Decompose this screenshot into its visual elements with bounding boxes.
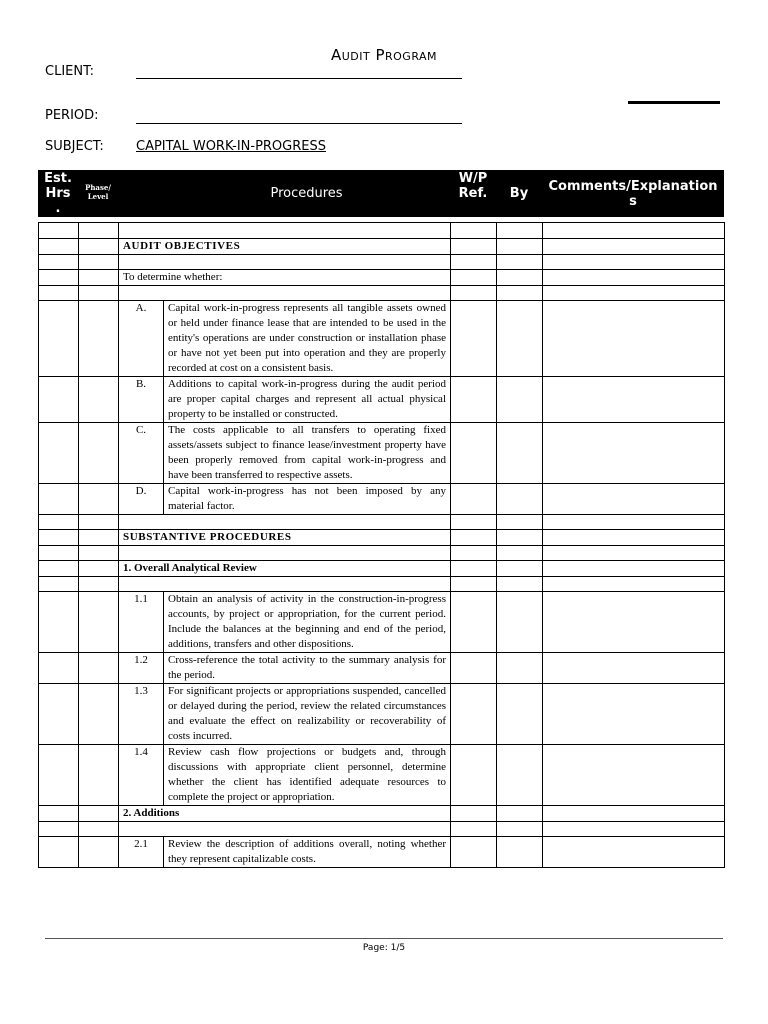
table-row	[39, 745, 725, 806]
wp-ref-cell[interactable]	[451, 255, 497, 270]
procedure-text: Additions to capital work-in-progress during the audit period are proper capital charges and represent all actual physical property to be installed or constructed.	[164, 377, 451, 423]
by-cell[interactable]	[497, 806, 543, 822]
col-phase-level: Phase/ Level	[85, 183, 111, 201]
wp-ref-cell[interactable]	[451, 745, 497, 806]
table-row	[39, 561, 725, 577]
item-number: C.	[119, 423, 164, 484]
est-hrs-cell[interactable]	[39, 745, 79, 806]
table-row	[39, 684, 725, 745]
item-number: 1.1	[119, 592, 164, 653]
phase-level-cell[interactable]	[79, 577, 119, 592]
phase-level-cell[interactable]	[79, 270, 119, 286]
est-hrs-cell[interactable]	[39, 255, 79, 270]
col-comments: Comments/Explanation s	[548, 179, 718, 209]
est-hrs-cell[interactable]	[39, 423, 79, 484]
table-row	[39, 822, 725, 837]
phase-level-cell[interactable]	[79, 223, 119, 239]
decorative-rule	[628, 101, 720, 104]
procedure-text: Capital work-in-progress has not been imposed by any material factor.	[164, 484, 451, 515]
section-heading: AUDIT OBJECTIVES	[119, 239, 451, 255]
column-header-bar	[38, 170, 724, 217]
by-cell[interactable]	[497, 546, 543, 561]
phase-level-cell[interactable]	[79, 377, 119, 423]
phase-level-cell[interactable]	[79, 301, 119, 377]
comments-cell[interactable]	[543, 255, 725, 270]
by-cell[interactable]	[497, 653, 543, 684]
procedure-text: The costs applicable to all transfers to operating fixed assets/assets subject to finance lease/investment property have been properly removed from capital work-in-progress and have been transferred to respective assets.	[164, 423, 451, 484]
item-number: B.	[119, 377, 164, 423]
wp-ref-cell[interactable]	[451, 822, 497, 837]
table-row	[39, 530, 725, 546]
est-hrs-cell[interactable]	[39, 546, 79, 561]
wp-ref-cell[interactable]	[451, 546, 497, 561]
est-hrs-cell[interactable]	[39, 561, 79, 577]
wp-ref-cell[interactable]	[451, 577, 497, 592]
wp-ref-cell[interactable]	[451, 423, 497, 484]
wp-ref-cell[interactable]	[451, 286, 497, 301]
client-field-line[interactable]	[136, 78, 462, 79]
col-wp-ref: W/P Ref.	[458, 171, 488, 201]
col-by: By	[509, 186, 529, 201]
audit-procedures-table	[38, 222, 725, 868]
est-hrs-cell[interactable]	[39, 286, 79, 301]
procedure-text: Obtain an analysis of activity in the construction-in-progress accounts, by project or appropriation, for the current period. Include the balances at the beginning and end of the period, additions, transfers and other dispositions.	[164, 592, 451, 653]
procedure-cell	[119, 546, 451, 561]
procedure-cell	[119, 255, 451, 270]
wp-ref-cell[interactable]	[451, 377, 497, 423]
table-row	[39, 653, 725, 684]
comments-cell[interactable]	[543, 806, 725, 822]
est-hrs-cell[interactable]	[39, 270, 79, 286]
item-number: 1.2	[119, 653, 164, 684]
phase-level-cell[interactable]	[79, 484, 119, 515]
comments-cell[interactable]	[543, 223, 725, 239]
procedure-cell	[119, 515, 451, 530]
client-label: CLIENT:	[45, 64, 94, 79]
procedure-text: Capital work-in-progress represents all tangible assets owned or held under finance lease that are intended to be used in the entity's operations are under construction or installation phase or have not yet been put into operation and they are properly recorded at cost on a consistent basis.	[164, 301, 451, 377]
phase-level-cell[interactable]	[79, 653, 119, 684]
est-hrs-cell[interactable]	[39, 592, 79, 653]
by-cell[interactable]	[497, 577, 543, 592]
procedure-cell	[119, 286, 451, 301]
table-row	[39, 592, 725, 653]
item-number: 1.4	[119, 745, 164, 806]
phase-level-cell[interactable]	[79, 515, 119, 530]
subject-value: CAPITAL WORK-IN-PROGRESS	[136, 139, 326, 154]
by-cell[interactable]	[497, 561, 543, 577]
wp-ref-cell[interactable]	[451, 270, 497, 286]
comments-cell[interactable]	[543, 239, 725, 255]
by-cell[interactable]	[497, 255, 543, 270]
by-cell[interactable]	[497, 377, 543, 423]
table-row	[39, 515, 725, 530]
est-hrs-cell[interactable]	[39, 822, 79, 837]
table-row	[39, 806, 725, 822]
procedure-cell	[119, 577, 451, 592]
est-hrs-cell[interactable]	[39, 377, 79, 423]
est-hrs-cell[interactable]	[39, 806, 79, 822]
item-number: 2.1	[119, 837, 164, 868]
subject-label: SUBJECT:	[45, 139, 104, 154]
comments-cell[interactable]	[543, 530, 725, 546]
comments-cell[interactable]	[543, 286, 725, 301]
procedure-text: For significant projects or appropriations suspended, cancelled or delayed during the period, review the related circumstances and evaluate the effect on realizability or recoverability of costs incurred.	[164, 684, 451, 745]
phase-level-cell[interactable]	[79, 239, 119, 255]
wp-ref-cell[interactable]	[451, 515, 497, 530]
est-hrs-cell[interactable]	[39, 684, 79, 745]
comments-cell[interactable]	[543, 577, 725, 592]
est-hrs-cell[interactable]	[39, 837, 79, 868]
phase-level-cell[interactable]	[79, 822, 119, 837]
comments-cell[interactable]	[543, 684, 725, 745]
item-number: A.	[119, 301, 164, 377]
phase-level-cell[interactable]	[79, 684, 119, 745]
by-cell[interactable]	[497, 270, 543, 286]
table-row	[39, 546, 725, 561]
wp-ref-cell[interactable]	[451, 837, 497, 868]
table-row	[39, 255, 725, 270]
phase-level-cell[interactable]	[79, 423, 119, 484]
table-row	[39, 286, 725, 301]
col-est-hrs: Est. Hrs .	[44, 171, 72, 216]
wp-ref-cell[interactable]	[451, 592, 497, 653]
comments-cell[interactable]	[543, 484, 725, 515]
est-hrs-cell[interactable]	[39, 484, 79, 515]
by-cell[interactable]	[497, 301, 543, 377]
wp-ref-cell[interactable]	[451, 223, 497, 239]
phase-level-cell[interactable]	[79, 530, 119, 546]
page-number: Page: 1/5	[362, 943, 406, 953]
by-cell[interactable]	[497, 837, 543, 868]
phase-level-cell[interactable]	[79, 806, 119, 822]
phase-level-cell[interactable]	[79, 546, 119, 561]
comments-cell[interactable]	[543, 653, 725, 684]
section-heading: SUBSTANTIVE PROCEDURES	[119, 530, 451, 546]
table-row	[39, 301, 725, 377]
period-field-line[interactable]	[136, 123, 462, 124]
wp-ref-cell[interactable]	[451, 806, 497, 822]
col-procedures: Procedures	[270, 186, 343, 201]
comments-cell[interactable]	[543, 377, 725, 423]
by-cell[interactable]	[497, 592, 543, 653]
est-hrs-cell[interactable]	[39, 530, 79, 546]
est-hrs-cell[interactable]	[39, 301, 79, 377]
comments-cell[interactable]	[543, 301, 725, 377]
comments-cell[interactable]	[543, 423, 725, 484]
by-cell[interactable]	[497, 684, 543, 745]
table-row	[39, 223, 725, 239]
est-hrs-cell[interactable]	[39, 577, 79, 592]
procedure-text: Review the description of additions overall, noting whether they represent capitalizable costs.	[164, 837, 451, 868]
wp-ref-cell[interactable]	[451, 239, 497, 255]
footer-rule	[45, 938, 723, 939]
by-cell[interactable]	[497, 423, 543, 484]
by-cell[interactable]	[497, 286, 543, 301]
comments-cell[interactable]	[543, 270, 725, 286]
comments-cell[interactable]	[543, 546, 725, 561]
procedure-text: To determine whether:	[119, 270, 451, 286]
by-cell[interactable]	[497, 745, 543, 806]
by-cell[interactable]	[497, 239, 543, 255]
by-cell[interactable]	[497, 223, 543, 239]
phase-level-cell[interactable]	[79, 745, 119, 806]
table-row	[39, 837, 725, 868]
table-row	[39, 377, 725, 423]
phase-level-cell[interactable]	[79, 286, 119, 301]
wp-ref-cell[interactable]	[451, 301, 497, 377]
wp-ref-cell[interactable]	[451, 561, 497, 577]
comments-cell[interactable]	[543, 745, 725, 806]
table-row	[39, 270, 725, 286]
est-hrs-cell[interactable]	[39, 223, 79, 239]
item-number: 1.3	[119, 684, 164, 745]
subsection-heading: 1. Overall Analytical Review	[119, 561, 451, 577]
table-row	[39, 423, 725, 484]
comments-cell[interactable]	[543, 822, 725, 837]
phase-level-cell[interactable]	[79, 592, 119, 653]
period-label: PERIOD:	[45, 108, 99, 123]
by-cell[interactable]	[497, 515, 543, 530]
est-hrs-cell[interactable]	[39, 653, 79, 684]
document-title: Audit Program	[330, 46, 438, 64]
comments-cell[interactable]	[543, 837, 725, 868]
procedure-text: Cross-reference the total activity to the summary analysis for the period.	[164, 653, 451, 684]
by-cell[interactable]	[497, 822, 543, 837]
by-cell[interactable]	[497, 530, 543, 546]
comments-cell[interactable]	[543, 515, 725, 530]
est-hrs-cell[interactable]	[39, 239, 79, 255]
item-number: D.	[119, 484, 164, 515]
procedure-text: Review cash flow projections or budgets and, through discussions with appropriate client personnel, determine whether the client has identified adequate resources to complete the project or appropriation.	[164, 745, 451, 806]
phase-level-cell[interactable]	[79, 837, 119, 868]
comments-cell[interactable]	[543, 592, 725, 653]
wp-ref-cell[interactable]	[451, 684, 497, 745]
comments-cell[interactable]	[543, 561, 725, 577]
phase-level-cell[interactable]	[79, 561, 119, 577]
wp-ref-cell[interactable]	[451, 653, 497, 684]
table-row	[39, 484, 725, 515]
subsection-heading: 2. Additions	[119, 806, 451, 822]
phase-level-cell[interactable]	[79, 255, 119, 270]
wp-ref-cell[interactable]	[451, 484, 497, 515]
wp-ref-cell[interactable]	[451, 530, 497, 546]
table-row	[39, 239, 725, 255]
table-row	[39, 577, 725, 592]
procedure-cell	[119, 822, 451, 837]
procedure-cell	[119, 223, 451, 239]
by-cell[interactable]	[497, 484, 543, 515]
est-hrs-cell[interactable]	[39, 515, 79, 530]
